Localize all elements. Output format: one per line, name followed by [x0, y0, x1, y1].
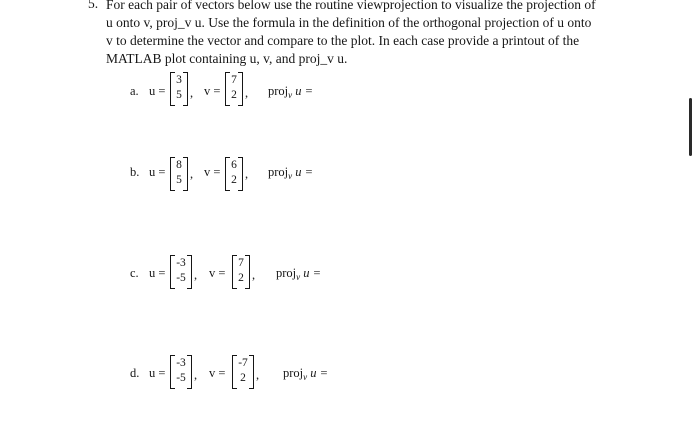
comma: , [252, 268, 256, 282]
u-component-1: 3 [176, 74, 182, 86]
v-vector [225, 157, 243, 191]
part-label: b. [130, 165, 140, 179]
problem-statement [106, 0, 626, 68]
u-equals: u = [149, 84, 166, 98]
comma: , [245, 86, 249, 100]
u-component-1: -3 [176, 357, 186, 369]
proj-subscript: v [288, 90, 293, 100]
v-component-1: 7 [238, 257, 244, 269]
proj-subscript: v [288, 171, 293, 181]
u-vector [170, 355, 192, 389]
u-component-2: 5 [176, 174, 182, 186]
proj-tail: u = [310, 366, 329, 380]
v-component-1: 6 [231, 159, 237, 171]
scrollbar-thumb[interactable] [689, 98, 692, 156]
u-vector [170, 157, 188, 191]
u-component-2: -5 [176, 372, 186, 384]
v-vector [225, 72, 243, 106]
part-label: d. [130, 366, 140, 380]
part-b [0, 157, 697, 217]
u-equals: u = [149, 266, 166, 280]
u-component-2: -5 [176, 272, 186, 284]
u-equals: u = [149, 165, 166, 179]
comma: , [194, 268, 198, 282]
v-component-2: 2 [231, 89, 237, 101]
part-d [0, 355, 697, 415]
proj-text: proj [283, 366, 304, 380]
projection-expression [268, 165, 313, 181]
v-equals: v = [204, 165, 221, 179]
proj-subscript: v [296, 272, 301, 282]
u-component-1: 8 [176, 159, 182, 171]
proj-text: proj [268, 84, 289, 98]
v-component-1: -7 [238, 357, 248, 369]
statement-line-1: For each pair of vectors below use the routine viewprojection to visualize the projection of [106, 0, 596, 12]
v-component-2: 2 [231, 174, 237, 186]
comma: , [245, 167, 249, 181]
comma: , [194, 368, 198, 382]
proj-tail: u = [295, 165, 314, 179]
part-label: c. [130, 266, 139, 280]
proj-text: proj [268, 165, 289, 179]
comma: , [256, 368, 260, 382]
v-component-1: 7 [231, 74, 237, 86]
comma: , [190, 167, 194, 181]
u-component-1: -3 [176, 257, 186, 269]
comma: , [190, 86, 194, 100]
v-component-2: 2 [240, 372, 246, 384]
v-component-2: 2 [238, 272, 244, 284]
proj-tail: u = [295, 84, 314, 98]
proj-text: proj [276, 266, 297, 280]
u-equals: u = [149, 366, 166, 380]
statement-line-4: MATLAB plot containing u, v, and proj_v u. [106, 51, 348, 66]
part-label: a. [130, 84, 139, 98]
proj-subscript: v [303, 372, 308, 382]
part-c [0, 255, 697, 315]
statement-line-2: u onto v, proj_v u. Use the formula in the definition of the orthogonal projection of u onto [106, 15, 592, 30]
v-vector [232, 255, 250, 289]
projection-expression [283, 366, 328, 382]
v-vector [232, 355, 254, 389]
statement-line-3: v to determine the vector and compare to the plot. In each case provide a printout of the [106, 33, 580, 48]
v-equals: v = [209, 266, 226, 280]
u-vector [170, 72, 188, 106]
problem-number: 5. [88, 0, 99, 11]
projection-expression [276, 266, 321, 282]
proj-tail: u = [303, 266, 322, 280]
u-component-2: 5 [176, 89, 182, 101]
u-vector [170, 255, 192, 289]
v-equals: v = [204, 84, 221, 98]
part-a [0, 72, 697, 132]
projection-expression [268, 84, 313, 100]
v-equals: v = [209, 366, 226, 380]
